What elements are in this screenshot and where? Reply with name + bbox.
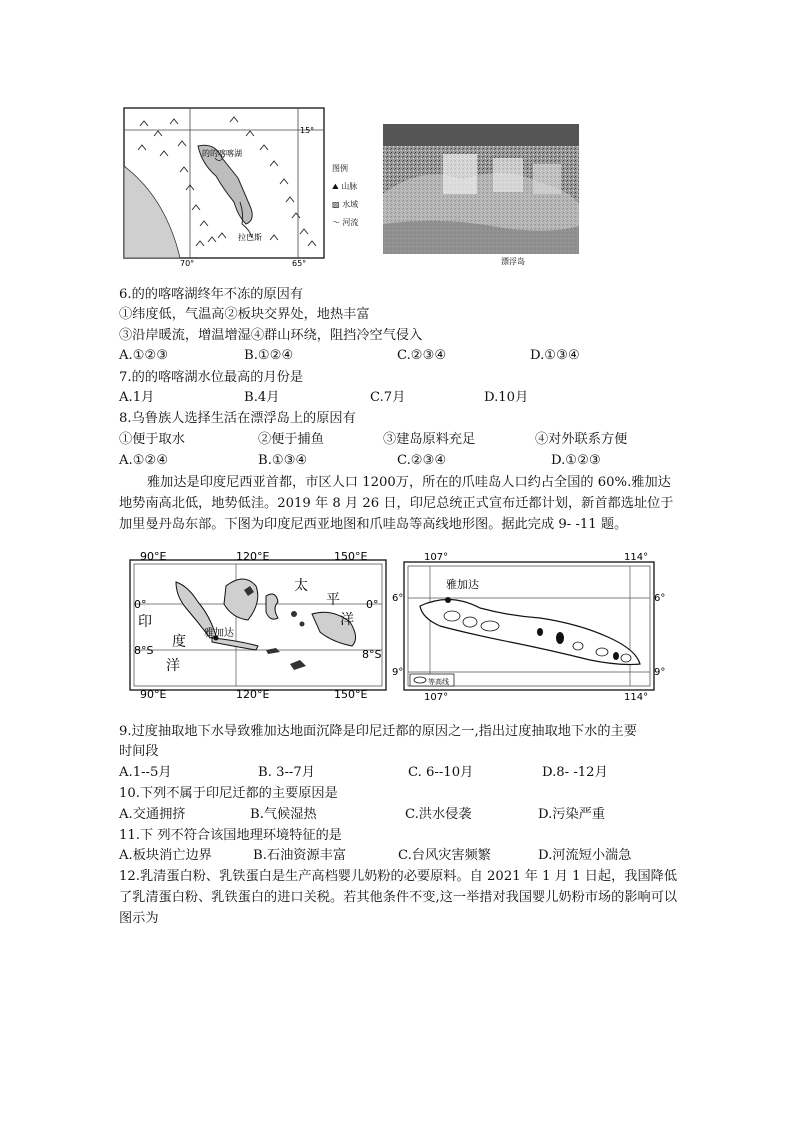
lake-label: 的的喀喀湖 [202,149,242,158]
java-lat-right-6: 6° [654,593,666,604]
ocean-label-yin: 印 [138,614,152,630]
q10-option-d[interactable]: D.污染严重 [538,807,606,822]
lon-label-70: 70° [180,259,195,266]
q12-text: 12.乳清蛋白粉、乳铁蛋白是生产高档婴儿奶粉的必要原料。自 2021 年 1 月 1 日起，我国降低了乳清蛋白粉、乳铁蛋白的进口关税。若其他条件不变,这一举措对我国婴儿奶粉市场的影响可以图示为 [119,869,678,926]
legend-item-water [332,196,386,214]
ocean-label-tai: 太 [294,578,308,594]
java-lon-top-107: 107° [424,552,449,563]
ocean-label-ping: 平 [326,592,340,608]
city-label: 拉巴斯 [238,233,262,242]
java-contour-map [390,546,668,708]
q11-option-c[interactable]: C.台风灾害频繁 [398,848,491,863]
legend-item-mountain [332,178,386,196]
lon-label-65: 65° [292,259,307,266]
water-icon: ▨ [332,200,340,209]
q11-stem: 11.下 列不符合该国地理环境特征的是 [119,828,342,843]
q7-option-c[interactable]: C.7月 [370,390,406,405]
q7-option-a[interactable]: A.1月 [119,390,155,405]
lat-right-0: 0° [366,598,379,611]
floating-island-photo [383,124,583,266]
lake-map [120,106,332,266]
q7-stem: 7.的的喀喀湖水位最高的月份是 [119,370,304,385]
contour-legend-label: 等高线 [428,678,449,686]
legend-label: 水域 [342,200,359,209]
java-lon-bottom-114: 114° [624,692,649,703]
q8-option-c[interactable]: C.②③④ [397,453,447,468]
ocean-label-yang2: 洋 [166,658,180,674]
map-legend [332,160,386,232]
q6-stem: 6.的的喀喀湖终年不冻的原因有 [119,287,304,302]
jakarta-label: 雅加达 [204,628,234,639]
lon-bottom-150: 150°E [334,688,368,701]
q11-option-b[interactable]: B.石油资源丰富 [253,848,347,863]
q10-option-c[interactable]: C.洪水侵袭 [405,807,472,822]
ocean-label-yang1: 洋 [340,612,354,628]
lat-right-8s: 8°S [362,648,382,661]
q7-option-b[interactable]: B.4月 [244,390,280,405]
indonesia-map [126,546,391,708]
q6-option-d[interactable]: D.①③④ [530,348,580,363]
q8-item-2: ②便于捕鱼 [258,432,324,447]
q8-item-3: ③建岛原料充足 [383,432,476,447]
q8-option-d[interactable]: D.①②③ [551,453,601,468]
lon-bottom-90: 90°E [140,688,167,701]
q6-line1: ①纬度低，气温高②板块交界处，地热丰富 [119,307,370,322]
passage-text: 雅加达是印度尼西亚首都，市区人口 1200万，所在的爪哇岛人口约占全国的 60%.雅加达地势南高北低，地势低洼。2019 年 8 月 26 日，印尼总统正式宣布迁都计划，新首都选址位于加里曼丹岛东部。下图为印度尼西亚地图和爪哇岛等高线地形图。据此完成 9- -11 题。 [119,475,674,532]
q9-option-d[interactable]: D.8- -12月 [542,765,608,780]
q6-option-b[interactable]: B.①②④ [244,348,294,363]
java-lon-top-114: 114° [624,552,649,563]
java-lat-left-9: 9° [392,667,404,678]
q8-item-1: ①便于取水 [119,432,185,447]
q10-option-b[interactable]: B.气候湿热 [250,807,317,822]
q8-item-4: ④对外联系方便 [535,432,628,447]
java-lat-right-9: 9° [654,667,666,678]
java-jakarta-label: 雅加达 [446,578,479,591]
q9-option-c[interactable]: C. 6--10月 [408,765,474,780]
q11-option-a[interactable]: A.板块消亡边界 [119,848,212,863]
legend-label: 河流 [342,218,359,227]
q9-option-a[interactable]: A.1--5月 [119,765,172,780]
java-lon-bottom-107: 107° [424,692,449,703]
legend-title: 图例 [332,164,348,173]
lon-top-150: 150°E [334,550,368,563]
lon-top-120: 120°E [236,550,270,563]
q6-option-a[interactable]: A.①②③ [119,348,169,363]
q8-option-b[interactable]: B.①③④ [258,453,308,468]
q10-stem: 10.下列不属于印尼迁都的主要原因是 [119,786,338,801]
river-icon: ～ [332,218,340,227]
q6-line2: ③沿岸暖流，增温增湿④群山环绕，阻挡冷空气侵入 [119,328,423,343]
java-lat-left-6: 6° [392,593,404,604]
q11-option-d[interactable]: D.河流短小湍急 [538,848,632,863]
q9-option-b[interactable]: B. 3--7月 [258,765,315,780]
q7-option-d[interactable]: D.10月 [484,390,529,405]
q8-stem: 8.乌鲁族人选择生活在漂浮岛上的原因有 [119,411,356,426]
q9-stem-2: 时间段 [119,744,159,759]
lon-bottom-120: 120°E [236,688,270,701]
q10-option-a[interactable]: A.交通拥挤 [119,807,186,822]
lat-label: 15° [300,126,315,135]
lon-top-90: 90°E [140,550,167,563]
mountain-icon: ⛰ [332,182,339,191]
photo-caption: 漂浮岛 [501,257,525,266]
legend-item-river [332,214,386,232]
q9-stem-1: 9.过度抽取地下水导致雅加达地面沉降是印尼迁都的原因之一,指出过度抽取地下水的主要 [119,724,637,739]
ocean-label-du: 度 [172,634,186,650]
lat-left-8s: 8°S [134,644,154,657]
q6-option-c[interactable]: C.②③④ [397,348,447,363]
legend-label: 山脉 [341,182,358,191]
lat-left-0: 0° [134,598,147,611]
q8-option-a[interactable]: A.①②④ [119,453,169,468]
